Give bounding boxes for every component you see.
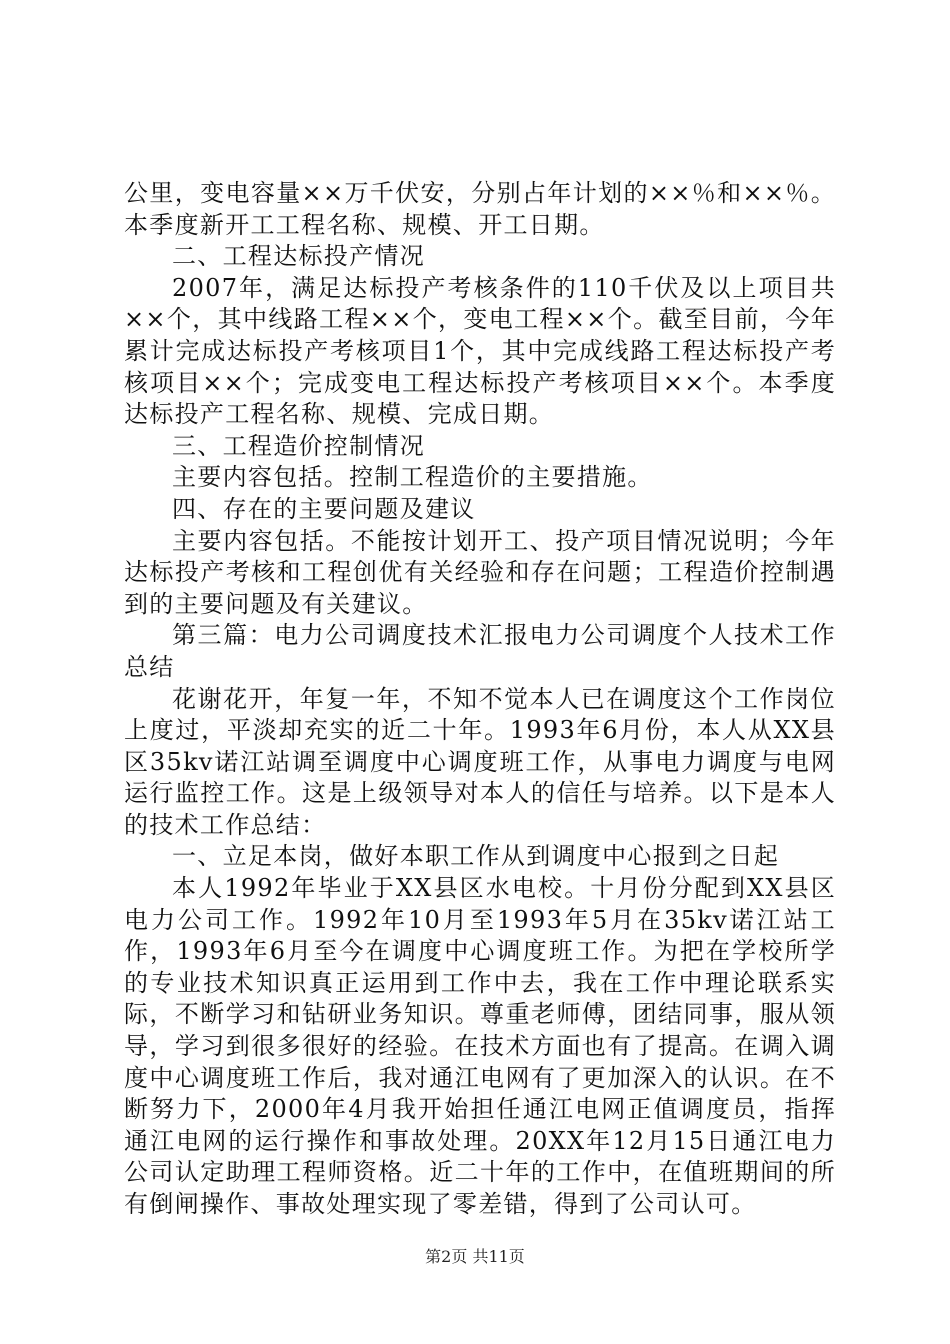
paragraph-7: 主要内容包括。不能按计划开工、投产项目情况说明；今年达标投产考核和工程创优有关经验和存在问题；工程造价控制遇到的主要问题及有关建议。 — [124, 526, 836, 618]
section-heading-2: 二、工程达标投产情况 — [172, 242, 425, 271]
section-heading-1: 一、立足本岗，做好本职工作从到调度中心报到之日起 — [172, 842, 780, 871]
paragraph-9: 花谢花开，年复一年，不知不觉本人已在调度这个工作岗位上度过，平淡却充实的近二十年。1993年6月份，本人从XX县区35kv诺江站调至调度中心调度班工作，从事电力调度与电网运行监控工作。这是上级领导对本人的信任与培养。以下是本人的技术工作总结： — [124, 684, 836, 839]
paragraph-3: 2007年，满足达标投产考核条件的110千伏及以上项目共××个，其中线路工程××个，变电工程××个。截至目前，今年累计完成达标投产考核项目1个，其中完成线路工程达标投产考核项目××个；完成变电工程达标投产考核项目××个。本季度达标投产工程名称、规模、完成日期。 — [124, 273, 836, 429]
section-heading-3: 三、工程造价控制情况 — [172, 431, 425, 460]
paragraph-1: 公里，变电容量××万千伏安，分别占年计划的××％和××％。本季度新开工工程名称、规模、开工日期。 — [124, 179, 836, 239]
paragraph-11: 本人1992年毕业于XX县区水电校。十月份分配到XX县区电力公司工作。1992年10月至1993年5月在35kv诺江站工作，1993年6月至今在调度中心调度班工作。为把在学校所学的专业技术知识真正运用到工作中去，我在工作中理论联系实际，不断学习和钻研业务知识。尊重老师傅，团结同事，服从领导，学习到很多很好的经验。在技术方面也有了提高。在调入调度中心调度班工作后，我对通江电网有了更加深入的认识。在不断努力下，2000年4月我开始担任通江电网正值调度员，指挥通江电网的运行操作和事故处理。20XX年12月15日通江电力公司认定助理工程师资格。近二十年的工作中，在值班期间的所有倒闸操作、事故处理实现了零差错，得到了公司认可。 — [124, 874, 836, 1218]
section-heading-4: 四、存在的主要问题及建议 — [172, 494, 476, 523]
paragraph-5: 主要内容包括。控制工程造价的主要措施。 — [172, 463, 653, 492]
page-number-footer: 第2页 共11页 — [425, 1247, 525, 1266]
chapter-title: 第三篇：电力公司调度技术汇报电力公司调度个人技术工作总结 — [124, 621, 836, 681]
document-body — [124, 178, 836, 1221]
